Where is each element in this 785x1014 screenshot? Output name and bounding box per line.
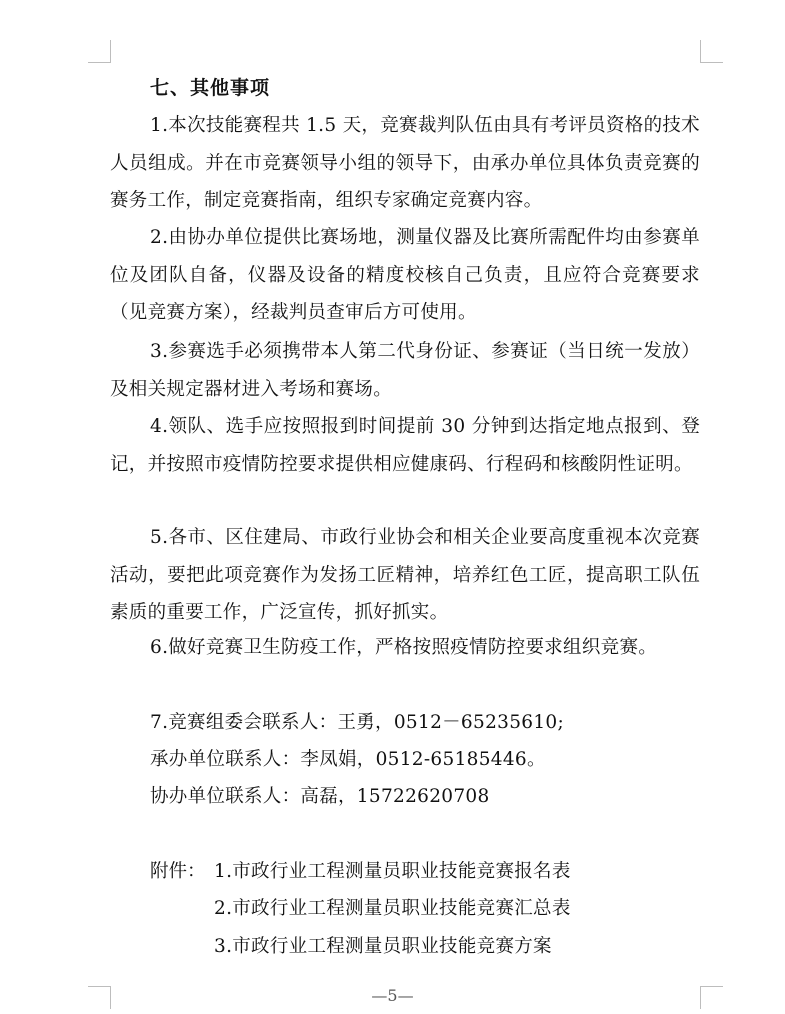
attachment-item: 1.市政行业工程测量员职业技能竞赛报名表 [214, 861, 571, 882]
crop-mark-top-left [88, 40, 111, 63]
contact-co-organizer: 协办单位联系人：高磊，15722620708 [150, 786, 490, 807]
contact-host-unit: 承办单位联系人：李凤娟，0512-65185446。 [150, 749, 546, 770]
contact-organizing-committee: 7.竞赛组委会联系人：王勇，0512－65235610; [150, 712, 565, 733]
paragraph-5: 5.各市、区住建局、市政行业协会和相关企业要高度重视本次竞赛活动，要把此项竞赛作为发扬工匠精神，培养红色工匠，提高职工队伍素质的重要工作，广泛宣传，抓好抓实。 [110, 527, 700, 623]
paragraph-1: 1.本次技能赛程共 1.5 天，竞赛裁判队伍由具有考评员资格的技术人员组成。并在市竞赛领导小组的领导下，由承办单位具体负责竞赛的赛务工作，制定竞赛指南，组织专家确定竞赛内容。 [110, 115, 700, 211]
attachment-item: 2.市政行业工程测量员职业技能竞赛汇总表 [214, 898, 571, 919]
attachment-item: 3.市政行业工程测量员职业技能竞赛方案 [214, 936, 552, 957]
page-number: —5— [371, 986, 414, 1005]
paragraph-3: 3.参赛选手必须携带本人第二代身份证、参赛证（当日统一发放）及相关规定器材进入考场和赛场。 [110, 341, 700, 400]
attachments-label: 附件： [150, 861, 206, 882]
crop-mark-top-right [700, 40, 723, 63]
section-heading: 七、其他事项 [150, 77, 271, 99]
paragraph-4: 4.领队、选手应按照报到时间提前 30 分钟到达指定地点报到、登记，并按照市疫情防控要求提供相应健康码、行程码和核酸阴性证明。 [110, 416, 700, 475]
paragraph-2: 2.由协办单位提供比赛场地，测量仪器及比赛所需配件均由参赛单位及团队自备，仪器及设备的精度校核自己负责，且应符合竞赛要求（见竞赛方案），经裁判员查审后方可使用。 [110, 227, 700, 323]
paragraph-6: 6.做好竞赛卫生防疫工作，严格按照疫情防控要求组织竞赛。 [150, 637, 658, 658]
